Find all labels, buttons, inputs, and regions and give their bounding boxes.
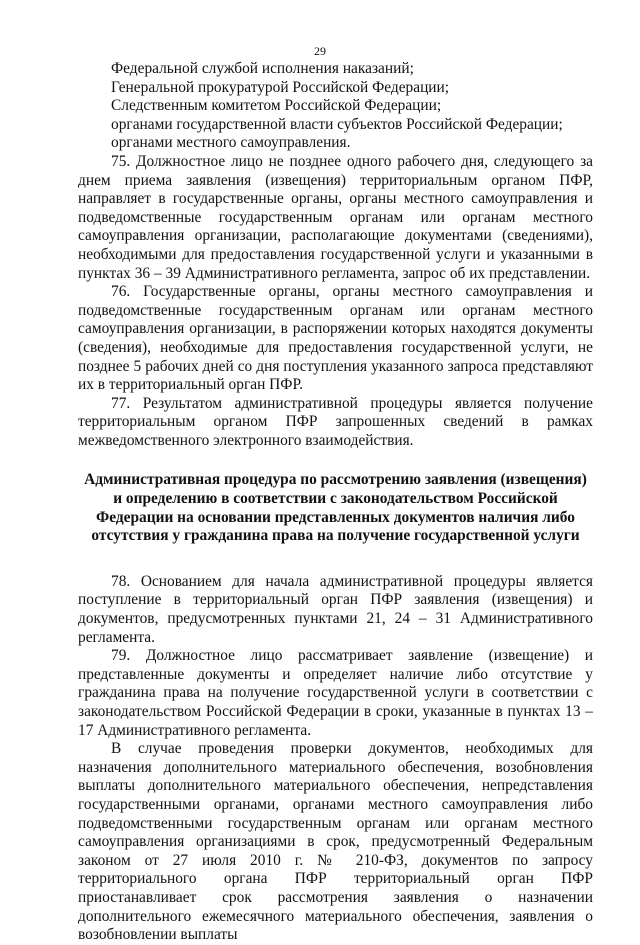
- page-number: 29: [314, 44, 326, 58]
- paragraph-suspension: В случае проведения проверки документов, необходимых для назначения дополнительного материального обеспечения, возобновления выплаты дополнительного материального обеспечения, непредставления государственными органами, органами местного самоуправления либо подведомственными государственным органам или органам местного самоуправления организациями в срок, предусмотренный Федеральным законом от 27 июля 2010 г. № 210-ФЗ, документов по запросу территориального органа ПФР территориальный орган ПФР приостанавливает срок рассмотрения заявления о назначении дополнительного ежемесячного материального обеспечения, заявления о возобновлении выплаты: [78, 740, 593, 944]
- document-body: [78, 60, 593, 945]
- paragraph-78: 78. Основанием для начала административной процедуры является поступление в территориальный орган ПФР заявления (извещения) и документов, предусмотренных пунктами 21, 24 – 31 Административного регламента.: [78, 572, 593, 646]
- list-item: органами местного самоуправления.: [111, 134, 351, 152]
- paragraph-77: 77. Результатом административной процедуры является получение территориальным органом ПФР запрошенных сведений в рамках межведомственного электронного взаимодействия.: [78, 394, 593, 449]
- list-item: Генеральной прокуратурой Российской Федерации;: [111, 78, 450, 96]
- paragraph-76: 76. Государственные органы, органы местного самоуправления и подведомственные государственным органам или органам местного самоуправления организации, в распоряжении которых находятся документы (сведения), необходимые для предоставления государственной услуги, не позднее 5 рабочих дней со дня поступления указанного запроса представляют их в территориальный орган ПФР.: [78, 283, 593, 394]
- authority-list: [78, 60, 593, 153]
- list-item: органами государственной власти субъектов Российской Федерации;: [111, 115, 563, 133]
- list-item: Федеральной службой исполнения наказаний;: [111, 60, 414, 77]
- section-heading: Административная процедура по рассмотрению заявления (извещения) и определению в соответствии с законодательством Российской Федерации на основании представленных документов наличия либо отсутствия у гражданина права на получение государственной услуги: [84, 471, 587, 545]
- paragraph-75: 75. Должностное лицо не позднее одного рабочего дня, следующего за днем приема заявления (извещения) территориальным органом ПФР, направляет в государственные органы, органы местного самоуправления и подведомственные государственным органам или органам местного самоуправления организации, располагающие документами (сведениями), необходимыми для предоставления государственной услуги и указанными в пунктах 36 – 39 Административного регламента, запрос об их представлении.: [78, 152, 593, 282]
- paragraph-79: 79. Должностное лицо рассматривает заявление (извещение) и представленные документы и определяет наличие либо отсутствие у гражданина права на получение государственной услуги в соответствии с законодательством Российской Федерации в сроки, указанные в пунктах 13 – 17 Административного регламента.: [78, 647, 593, 739]
- list-item: Следственным комитетом Российской Федерации;: [111, 97, 442, 115]
